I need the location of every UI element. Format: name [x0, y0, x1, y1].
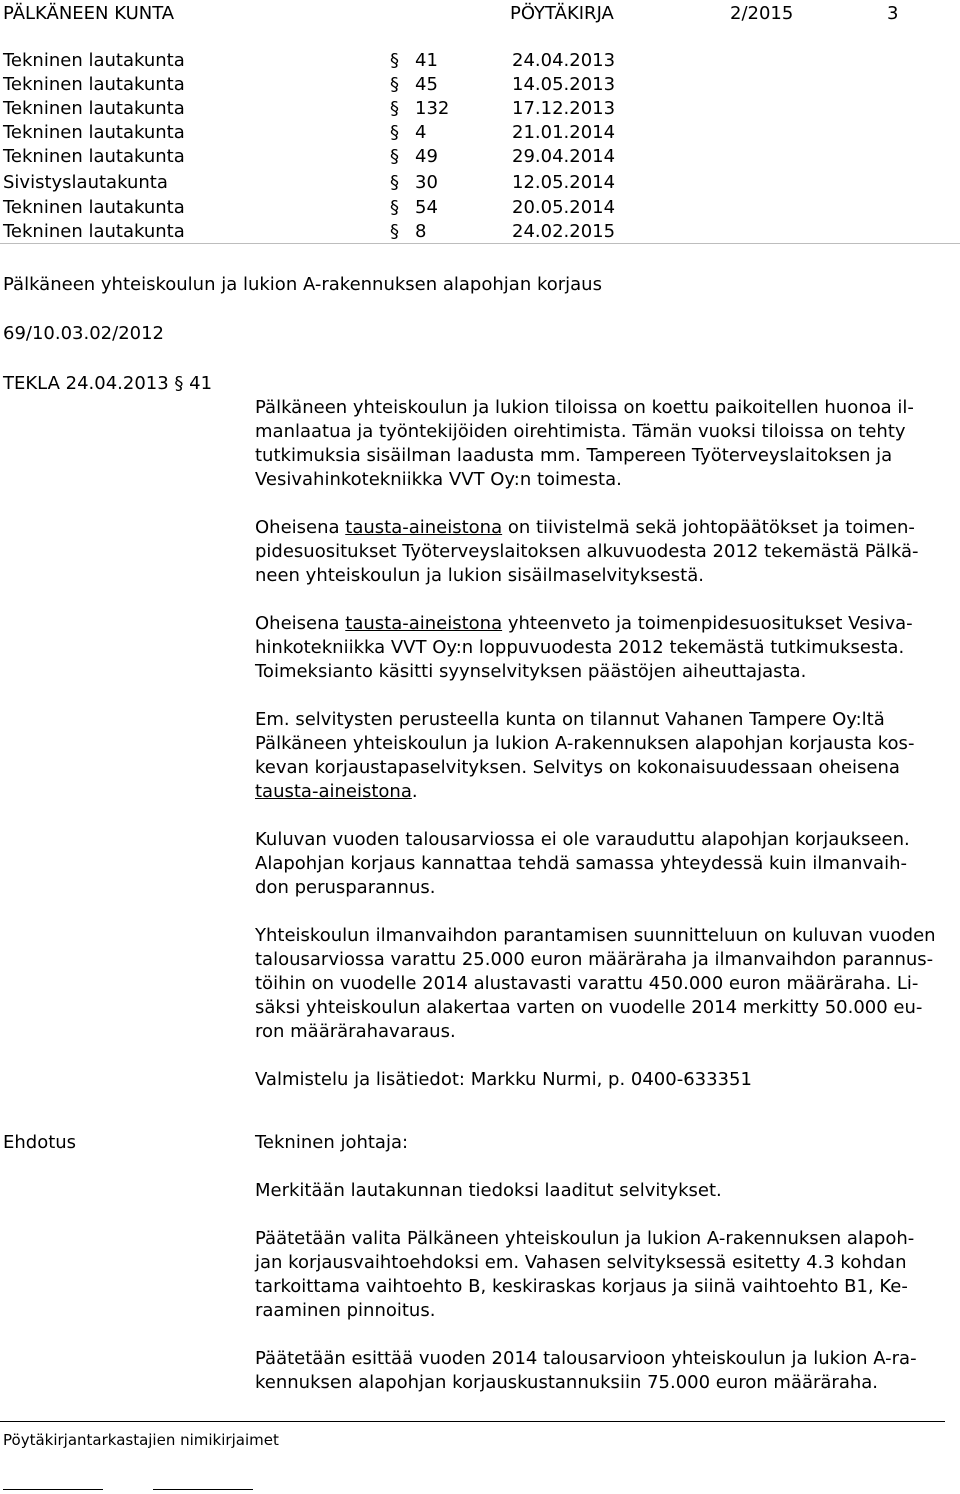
text-line: Yhteiskoulun ilmanvaihdon parantamisen suunnitteluun on kuluvan vuoden: [255, 925, 936, 946]
text-line: Alapohjan korjaus kannattaa tehdä samassa yhteydessä kuin ilmanvaih-: [255, 853, 907, 874]
text-line: säksi yhteiskoulun alakertaa varten on vuodelle 2014 merkitty 50.000 eu-: [255, 997, 923, 1018]
text-line: [255, 780, 955, 804]
text-line: [255, 612, 955, 636]
text-fragment: on tiivistelmä sekä johtopäätökset ja toimen-: [502, 517, 915, 538]
text-line: Tekninen johtaja:: [255, 1132, 409, 1153]
text-line: Valmistelu ja lisätiedot: Markku Nurmi, p. 0400-633351: [255, 1069, 752, 1090]
text-line: Em. selvitysten perusteella kunta on tilannut Vahanen Tampere Oy:ltä: [255, 709, 885, 730]
text-line: Päätetään valita Pälkäneen yhteiskoulun ja lukion A-rakennuksen alapoh-: [255, 1228, 915, 1249]
text-line: raaminen pinnoitus.: [255, 1300, 436, 1321]
decision-1: [255, 1179, 955, 1203]
text-line: Pälkäneen yhteiskoulun ja lukion A-rakennuksen alapohjan korjausta kos-: [255, 733, 915, 754]
text-line: pidesuositukset Työterveyslaitoksen alkuvuodesta 2012 tekemästä Pälkä-: [255, 541, 919, 562]
footer-divider: [0, 1421, 945, 1422]
paragraph-budget: [255, 828, 955, 900]
history-number: 41: [415, 50, 438, 71]
text-line: manlaatua ja työntekijöiden oirehtimista. Tämän vuoksi tiloissa on tehty: [255, 421, 906, 442]
text-fragment: Oheisena: [255, 613, 346, 634]
history-date: 17.12.2013: [512, 98, 616, 119]
history-number: 4: [415, 122, 427, 143]
history-number: 132: [415, 98, 450, 119]
history-date: 24.04.2013: [512, 50, 616, 71]
paragraph-ttl-summary: [255, 516, 955, 588]
attachment-link[interactable]: tausta-aineistona: [345, 517, 503, 538]
paragraph-sign-icon: §: [390, 221, 399, 242]
paragraph-sign-icon: §: [390, 50, 399, 71]
history-row: [3, 220, 703, 244]
history-body: Tekninen lautakunta: [3, 197, 185, 218]
history-number: 49: [415, 146, 438, 167]
section-divider: [0, 243, 960, 244]
history-date: 21.01.2014: [512, 122, 616, 143]
paragraph-vahanen-study: [255, 708, 955, 804]
diary-number: 69/10.03.02/2012: [3, 323, 164, 344]
paragraph-ventilation-funding: [255, 924, 955, 1044]
history-date: 14.05.2013: [512, 74, 616, 95]
meeting-reference: TEKLA 24.04.2013 § 41: [3, 373, 213, 394]
footer-label: Pöytäkirjantarkastajien nimikirjaimet: [3, 1431, 279, 1449]
history-number: 45: [415, 74, 438, 95]
text-line: neen yhteiskoulun ja lukion sisäilmaselvityksestä.: [255, 565, 704, 586]
decision-3: [255, 1347, 955, 1395]
text-line: [255, 516, 955, 540]
history-body: Tekninen lautakunta: [3, 221, 185, 242]
text-line: don perusparannus.: [255, 877, 436, 898]
paragraph-sign-icon: §: [390, 122, 399, 143]
history-row: [3, 121, 703, 145]
history-row: [3, 49, 703, 73]
paragraph-contact: [255, 1068, 955, 1092]
text-line: Toimeksianto käsitti syynselvityksen päästöjen aiheuttajasta.: [255, 661, 807, 682]
proposal-presenter: [255, 1131, 955, 1155]
history-date: 29.04.2014: [512, 146, 616, 167]
history-row: [3, 145, 703, 169]
decision-2: [255, 1227, 955, 1323]
signature-line: [3, 1489, 103, 1490]
text-line: Merkitään lautakunnan tiedoksi laaditut selvitykset.: [255, 1180, 722, 1201]
text-line: Päätetään esittää vuoden 2014 talousarvioon yhteiskoulun ja lukion A-ra-: [255, 1348, 917, 1369]
proposal-label: Ehdotus: [3, 1132, 77, 1153]
history-date: 24.02.2015: [512, 221, 616, 242]
text-line: tarkoittama vaihtoehto B, keskiraskas korjaus ja siinä vaihtoehto B1, Ke-: [255, 1276, 908, 1297]
history-body: Tekninen lautakunta: [3, 122, 185, 143]
text-line: tutkimuksia sisäilman laadusta mm. Tampereen Työterveyslaitoksen ja: [255, 445, 893, 466]
paragraph-sign-icon: §: [390, 98, 399, 119]
history-body: Sivistyslautakunta: [3, 172, 168, 193]
document-type: PÖYTÄKIRJA: [510, 3, 614, 24]
attachment-link[interactable]: tausta-aineistona: [255, 781, 412, 802]
history-date: 12.05.2014: [512, 172, 616, 193]
text-line: ron määrärahavaraus.: [255, 1021, 456, 1042]
paragraph-sign-icon: §: [390, 74, 399, 95]
attachment-link[interactable]: tausta-aineistona: [345, 613, 503, 634]
history-number: 54: [415, 197, 438, 218]
paragraph-sign-icon: §: [390, 197, 399, 218]
text-line: Vesivahinkotekniikka VVT Oy:n toimesta.: [255, 469, 622, 490]
history-number: 30: [415, 172, 438, 193]
document-number: 2/2015: [730, 3, 794, 24]
signature-line: [153, 1489, 253, 1490]
history-row: [3, 97, 703, 121]
text-line: töihin on vuodelle 2014 alustavasti varattu 450.000 euron määräraha. Li-: [255, 973, 919, 994]
text-line: Pälkäneen yhteiskoulun ja lukion tiloissa on koettu paikoitellen huonoa il-: [255, 397, 914, 418]
history-number: 8: [415, 221, 427, 242]
paragraph-sign-icon: §: [390, 172, 399, 193]
text-line: kennuksen alapohjan korjauskustannuksiin 75.000 euron määräraha.: [255, 1372, 879, 1393]
history-row: [3, 171, 703, 195]
text-line: hinkotekniikka VVT Oy:n loppuvuodesta 2012 tekemästä tutkimuksesta.: [255, 637, 905, 658]
paragraph-vvt-summary: [255, 612, 955, 684]
text-line: kevan korjaustapaselvityksen. Selvitys on kokonaisuudessaan oheisena: [255, 757, 900, 778]
page-number: 3: [887, 3, 899, 24]
history-row: [3, 73, 703, 97]
text-line: talousarviossa varattu 25.000 euron määräraha ja ilmanvaihdon parannus-: [255, 949, 934, 970]
text-fragment: Oheisena: [255, 517, 346, 538]
history-date: 20.05.2014: [512, 197, 616, 218]
text-line: Kuluvan vuoden talousarviossa ei ole varauduttu alapohjan korjaukseen.: [255, 829, 910, 850]
paragraph-background: [255, 396, 955, 492]
proposal-text: [255, 1131, 955, 1395]
text-line: jan korjausvaihtoehdoksi em. Vahasen selvityksessä esitetty 4.3 kohdan: [255, 1252, 907, 1273]
municipality-name: PÄLKÄNEEN KUNTA: [3, 3, 175, 24]
paragraph-sign-icon: §: [390, 146, 399, 167]
text-fragment: yhteenveto ja toimenpidesuositukset Vesiva-: [502, 613, 913, 634]
history-body: Tekninen lautakunta: [3, 74, 185, 95]
history-body: Tekninen lautakunta: [3, 146, 185, 167]
history-row: [3, 196, 703, 220]
section-title: Pälkäneen yhteiskoulun ja lukion A-rakennuksen alapohjan korjaus: [3, 274, 602, 295]
preparation-text: [255, 396, 955, 1092]
history-body: Tekninen lautakunta: [3, 50, 185, 71]
history-body: Tekninen lautakunta: [3, 98, 185, 119]
text-fragment: .: [411, 781, 418, 802]
